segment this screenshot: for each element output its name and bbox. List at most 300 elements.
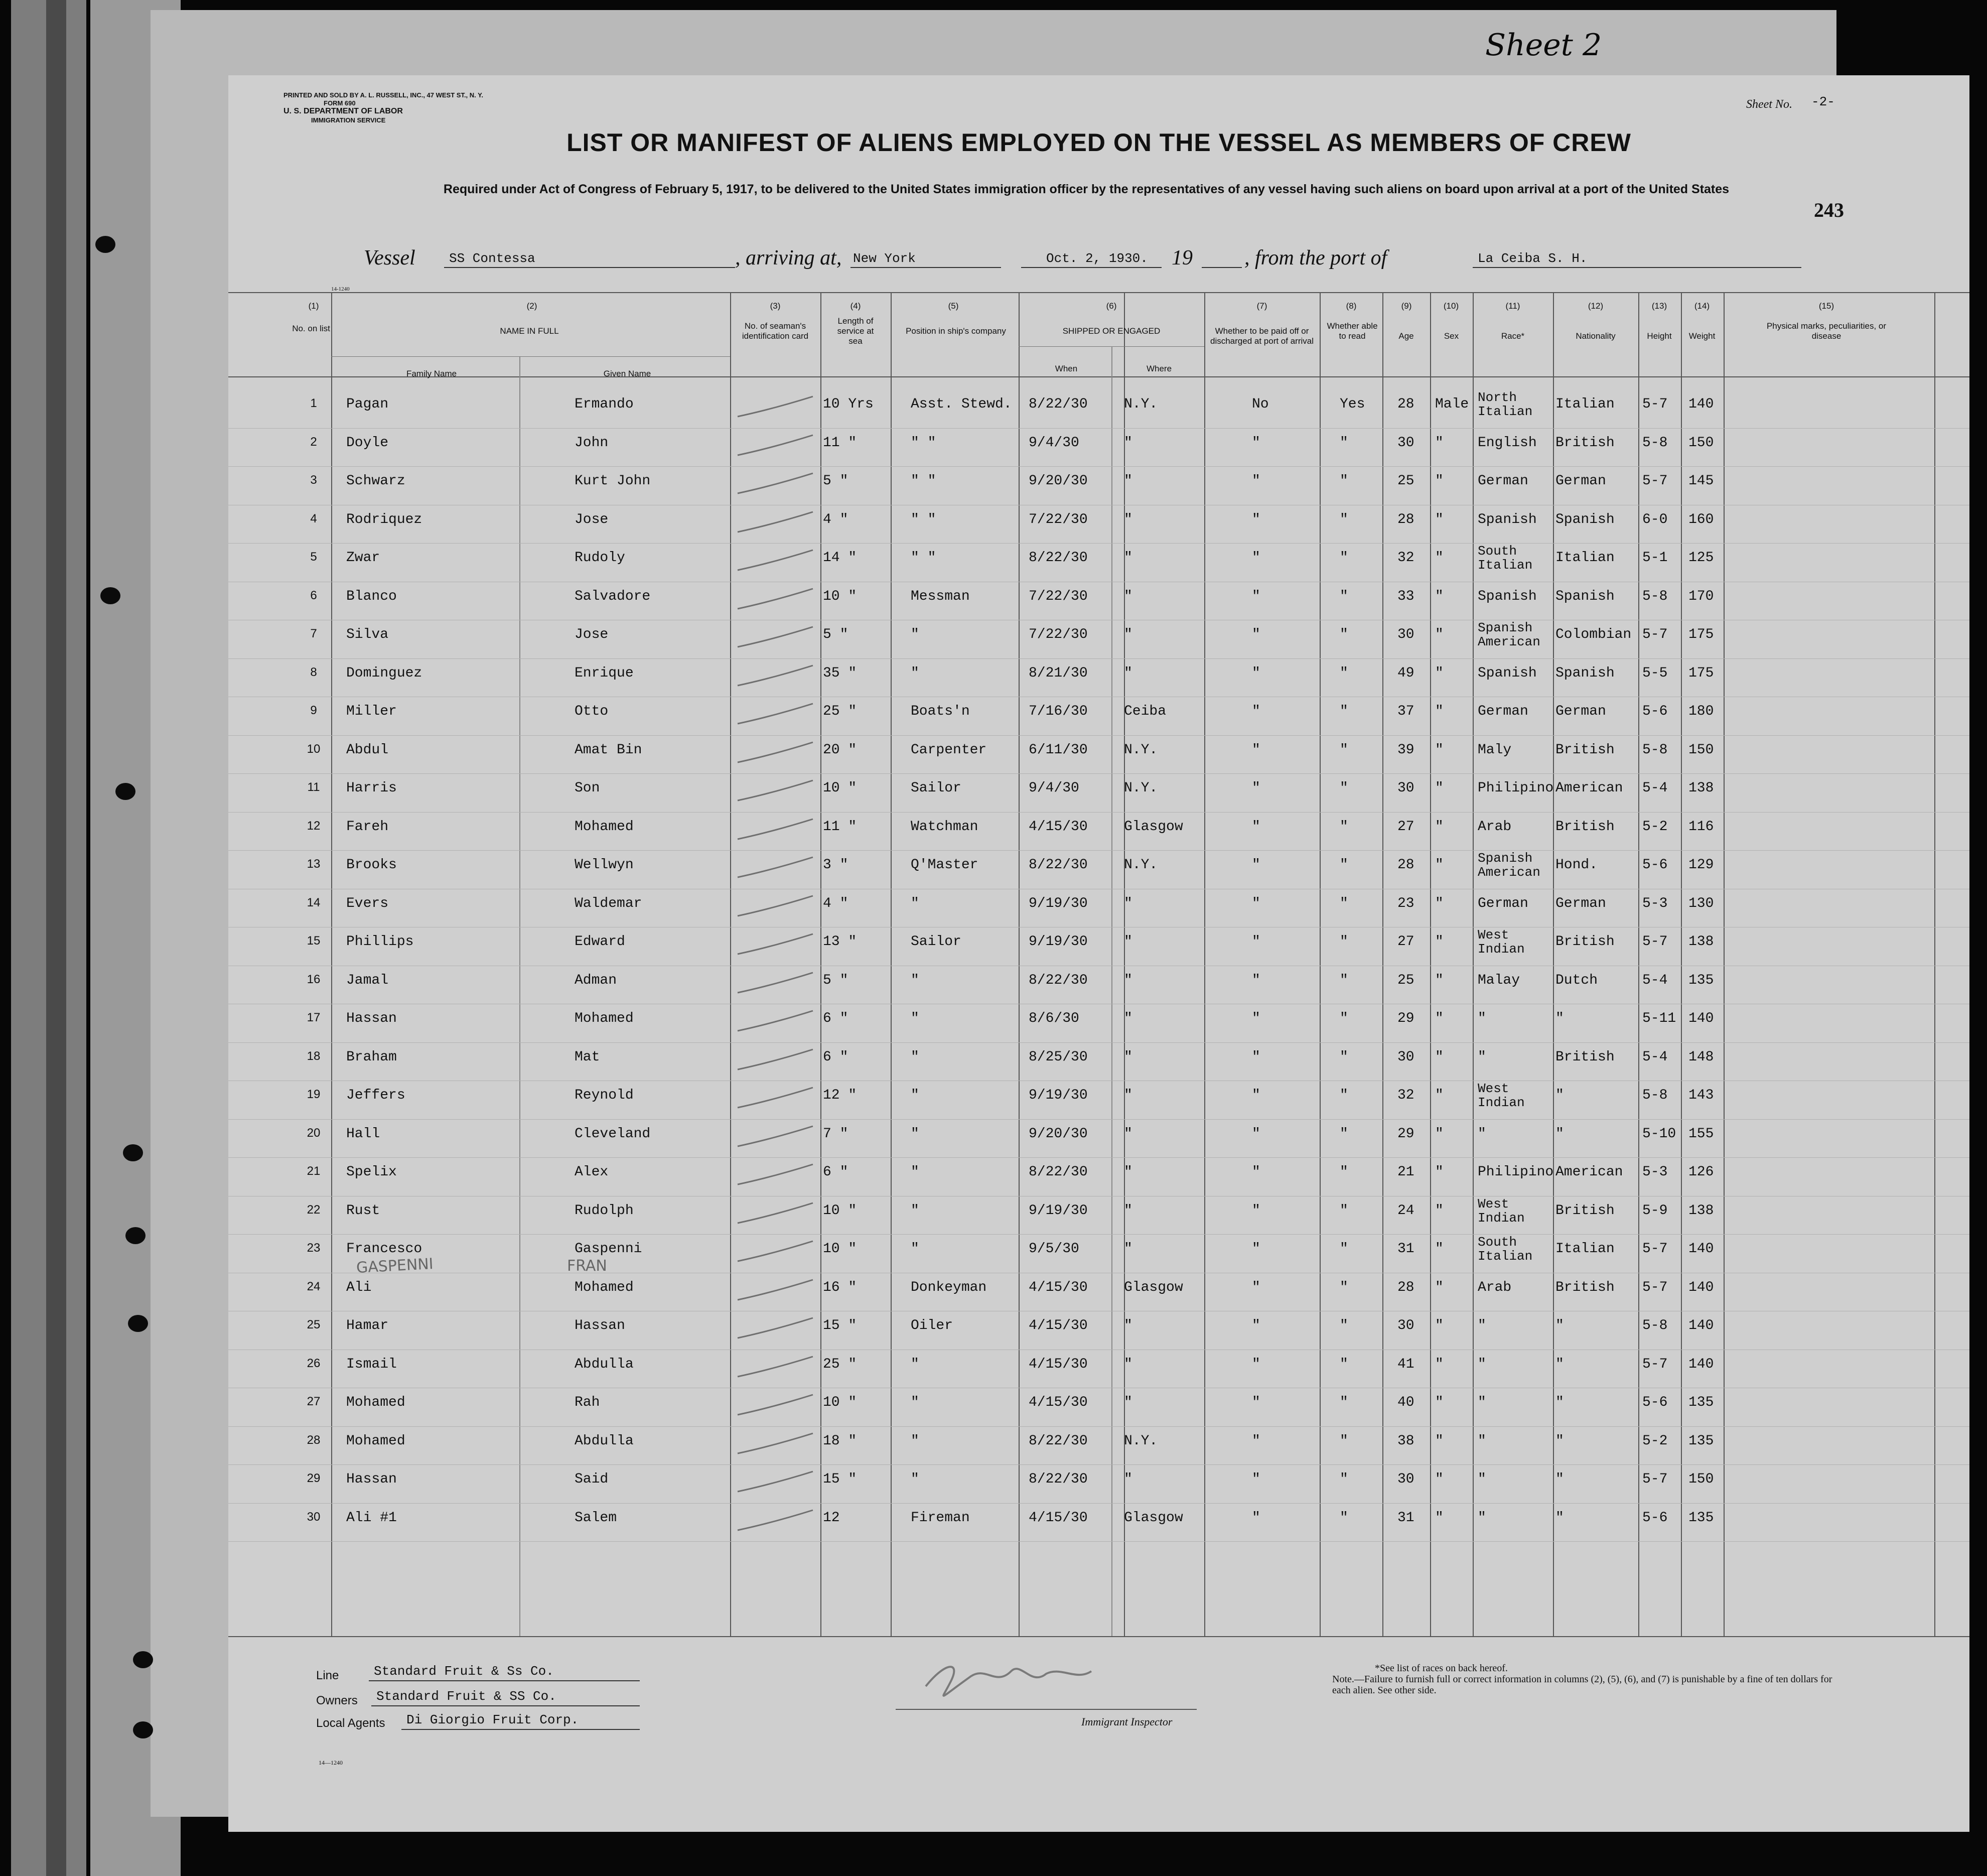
- cell-age: 32: [1397, 1088, 1414, 1103]
- cell-given-name: Mohamed: [575, 1279, 634, 1295]
- cell-weight: 140: [1688, 1356, 1714, 1372]
- cell-height: 5-4: [1642, 972, 1668, 988]
- local-agents-label: Local Agents: [316, 1716, 385, 1730]
- cell-row-number: 16: [307, 972, 321, 986]
- cell-able-to-read: ": [1340, 1088, 1348, 1103]
- cell-given-name: Hassan: [575, 1318, 625, 1333]
- cell-service-length: 20 ": [823, 742, 857, 758]
- cell-able-to-read: ": [1340, 550, 1348, 566]
- col2-header: NAME IN FULL: [500, 326, 559, 336]
- cell-sex: ": [1435, 1279, 1444, 1295]
- arrival-date: Oct. 2, 1930.: [1046, 251, 1148, 266]
- cell-shipped-where: ": [1124, 1318, 1132, 1333]
- cell-age: 25: [1397, 972, 1414, 988]
- cell-shipped-when: 9/19/30: [1029, 895, 1088, 911]
- cell-shipped-where: ": [1124, 1395, 1132, 1410]
- pencil-check-mark: [733, 778, 818, 808]
- cell-sex: ": [1435, 1202, 1444, 1219]
- cell-shipped-where: N.Y.: [1124, 396, 1158, 412]
- cell-weight: 135: [1688, 972, 1714, 988]
- cell-age: 24: [1397, 1202, 1414, 1219]
- page-stamp: 243: [1814, 199, 1844, 221]
- cell-paid-off: ": [1252, 1049, 1260, 1065]
- cell-given-name: Said: [575, 1471, 609, 1487]
- cell-position: Boats'n: [911, 704, 970, 719]
- cell-race: Philipino: [1478, 780, 1554, 796]
- cell-service-length: 13 ": [823, 934, 857, 950]
- cell-position: Carpenter: [911, 742, 987, 758]
- cell-weight: 138: [1688, 934, 1714, 950]
- punch-hole: [125, 1227, 146, 1244]
- cell-family-name: Jamal: [346, 972, 389, 988]
- cell-shipped-when: 9/4/30: [1029, 780, 1079, 796]
- cell-height: 5-7: [1642, 627, 1668, 642]
- cell-row-number: 2: [310, 435, 317, 449]
- cell-row-number: 6: [310, 588, 317, 602]
- pencil-check-mark: [733, 1047, 818, 1077]
- pencil-check-mark: [733, 509, 818, 540]
- pencil-check-mark: [733, 1124, 818, 1154]
- arriving-label: , arriving at,: [735, 246, 842, 270]
- cell-service-length: 15 ": [823, 1318, 857, 1333]
- cell-nationality: ": [1555, 1510, 1564, 1526]
- cell-race: Spanish American: [1478, 620, 1540, 649]
- cell-shipped-when: 8/22/30: [1029, 396, 1088, 412]
- cell-race: Philipino: [1478, 1164, 1554, 1180]
- cell-race: ": [1478, 1510, 1486, 1526]
- cell-able-to-read: Yes: [1340, 396, 1365, 412]
- cell-paid-off: ": [1252, 934, 1260, 950]
- cell-able-to-read: ": [1340, 1433, 1348, 1449]
- form-code-bottom: 14—1240: [319, 1759, 343, 1766]
- cell-nationality: British: [1555, 934, 1615, 950]
- pencil-check-mark: [733, 1508, 818, 1538]
- cell-paid-off: ": [1252, 780, 1260, 796]
- cell-paid-off: ": [1252, 1471, 1260, 1487]
- cell-height: 5-5: [1642, 665, 1668, 681]
- cell-race: ": [1478, 1011, 1486, 1026]
- cell-able-to-read: ": [1340, 934, 1348, 950]
- col9-number: (9): [1401, 301, 1412, 311]
- pencil-check-mark: [733, 1315, 818, 1346]
- cell-row-number: 22: [307, 1202, 321, 1217]
- cell-given-name: Jose: [575, 511, 609, 527]
- cell-given-name: Edward: [575, 934, 625, 950]
- cell-nationality: British: [1555, 435, 1615, 451]
- cell-height: 5-11: [1642, 1011, 1676, 1026]
- cell-paid-off: ": [1252, 665, 1260, 681]
- col4-number: (4): [850, 301, 861, 311]
- cell-age: 30: [1397, 435, 1414, 451]
- cell-position: ": [911, 1395, 919, 1410]
- year-label: 19: [1172, 246, 1193, 270]
- punch-hole: [95, 236, 115, 253]
- punch-hole: [128, 1315, 148, 1332]
- cell-shipped-where: ": [1124, 934, 1132, 950]
- cell-shipped-where: ": [1124, 895, 1132, 911]
- col2a-header: Family Name: [406, 369, 457, 378]
- col6-number: (6): [1106, 301, 1117, 311]
- cell-position: Q'Master: [911, 857, 978, 873]
- cell-race: South Italian: [1478, 544, 1533, 573]
- cell-shipped-when: 9/4/30: [1029, 435, 1079, 451]
- cell-paid-off: ": [1252, 1126, 1260, 1142]
- cell-paid-off: ": [1252, 1011, 1260, 1026]
- col15-header: Physical marks, peculiarities, or disease: [1766, 321, 1887, 341]
- col3-header: No. of seaman's identification card: [742, 321, 809, 341]
- cell-weight: 126: [1688, 1164, 1714, 1180]
- cell-weight: 140: [1688, 1318, 1714, 1333]
- cell-service-length: 5 ": [823, 972, 848, 988]
- cell-shipped-where: ": [1124, 1011, 1132, 1026]
- cell-age: 37: [1397, 704, 1414, 719]
- pencil-annotation-family: GASPENNI: [356, 1255, 434, 1277]
- cell-able-to-read: ": [1340, 1356, 1348, 1372]
- cell-paid-off: ": [1252, 1088, 1260, 1103]
- owners-value: Standard Fruit & SS Co.: [376, 1689, 556, 1704]
- cell-race: West Indian: [1478, 927, 1525, 957]
- cell-sex: ": [1435, 1395, 1444, 1410]
- cell-weight: 130: [1688, 895, 1714, 911]
- pencil-check-mark: [733, 1239, 818, 1269]
- cell-shipped-where: ": [1124, 972, 1132, 988]
- cell-given-name: Amat Bin: [575, 742, 642, 758]
- cell-weight: 180: [1688, 704, 1714, 719]
- cell-service-length: 6 ": [823, 1164, 848, 1180]
- cell-age: 28: [1397, 1279, 1414, 1295]
- cell-shipped-when: 8/25/30: [1029, 1049, 1088, 1065]
- cell-position: ": [911, 1011, 919, 1026]
- cell-race: Spanish: [1478, 588, 1537, 604]
- cell-weight: 140: [1688, 1279, 1714, 1295]
- pencil-check-mark: [733, 471, 818, 501]
- cell-family-name: Hassan: [346, 1471, 397, 1487]
- cell-row-number: 21: [307, 1164, 321, 1178]
- cell-race: Maly: [1478, 742, 1512, 758]
- cell-weight: 148: [1688, 1049, 1714, 1065]
- cell-row-number: 27: [307, 1395, 321, 1408]
- col2b-header: Given Name: [603, 369, 651, 378]
- cell-service-length: 10 Yrs: [823, 396, 874, 412]
- arriving-value: New York: [853, 251, 916, 266]
- cell-able-to-read: ": [1340, 665, 1348, 681]
- cell-family-name: Francesco: [346, 1241, 422, 1257]
- cell-service-length: 10 ": [823, 780, 857, 796]
- cell-shipped-when: 8/22/30: [1029, 972, 1088, 988]
- cell-nationality: Italian: [1555, 550, 1615, 566]
- cell-sex: ": [1435, 1049, 1444, 1065]
- cell-shipped-when: 8/22/30: [1029, 1164, 1088, 1180]
- cell-shipped-when: 8/22/30: [1029, 1433, 1088, 1449]
- cell-race: English: [1478, 435, 1537, 451]
- col6a-header: When: [1055, 364, 1078, 373]
- cell-paid-off: ": [1252, 1279, 1260, 1295]
- cell-shipped-when: 8/6/30: [1029, 1011, 1079, 1026]
- pencil-check-mark: [733, 1469, 818, 1499]
- cell-sex: ": [1435, 934, 1444, 950]
- pencil-check-mark: [733, 970, 818, 1000]
- pencil-check-mark: [733, 855, 818, 885]
- cell-paid-off: ": [1252, 627, 1260, 642]
- cell-able-to-read: ": [1340, 1126, 1348, 1142]
- cell-shipped-when: 7/22/30: [1029, 627, 1088, 642]
- cell-age: 30: [1397, 780, 1414, 796]
- manifest-document: [228, 75, 1969, 1832]
- cell-service-length: 6 ": [823, 1049, 848, 1065]
- cell-given-name: Adman: [575, 972, 617, 988]
- cell-position: ": [911, 1433, 919, 1449]
- cell-shipped-where: ": [1124, 550, 1132, 566]
- cell-shipped-where: ": [1124, 665, 1132, 681]
- cell-nationality: German: [1555, 704, 1606, 719]
- cell-weight: 150: [1688, 1471, 1714, 1487]
- col7-header: Whether to be paid off or discharged at port of arrival: [1210, 326, 1314, 346]
- cell-height: 5-3: [1642, 895, 1668, 911]
- cell-nationality: German: [1555, 895, 1606, 911]
- cell-service-length: 12: [823, 1510, 840, 1526]
- cell-given-name: Rudolph: [575, 1202, 634, 1219]
- cell-race: ": [1478, 1471, 1486, 1487]
- cell-age: 31: [1397, 1241, 1414, 1257]
- cell-sex: ": [1435, 780, 1444, 796]
- cell-able-to-read: ": [1340, 588, 1348, 604]
- col11-header: Race*: [1501, 331, 1525, 341]
- cell-sex: ": [1435, 1356, 1444, 1372]
- cell-age: 29: [1397, 1011, 1414, 1026]
- cell-age: 30: [1397, 627, 1414, 642]
- cell-weight: 140: [1688, 396, 1714, 412]
- cell-race: Arab: [1478, 1279, 1512, 1295]
- cell-height: 5-7: [1642, 1279, 1668, 1295]
- cell-service-length: 10 ": [823, 1202, 857, 1219]
- col8-number: (8): [1346, 301, 1357, 311]
- cell-height: 5-7: [1642, 1241, 1668, 1257]
- cell-given-name: Waldemar: [575, 895, 642, 911]
- cell-weight: 135: [1688, 1510, 1714, 1526]
- pencil-check-mark: [733, 817, 818, 847]
- cell-service-length: 10 ": [823, 588, 857, 604]
- cell-race: ": [1478, 1356, 1486, 1372]
- cell-sex: ": [1435, 1241, 1444, 1257]
- cell-position: " ": [911, 435, 936, 451]
- cell-weight: 160: [1688, 511, 1714, 527]
- col7-number: (7): [1256, 301, 1267, 311]
- cell-sex: ": [1435, 704, 1444, 719]
- cell-given-name: Son: [575, 780, 600, 796]
- cell-sex: ": [1435, 857, 1444, 873]
- cell-able-to-read: ": [1340, 895, 1348, 911]
- cell-weight: 175: [1688, 627, 1714, 642]
- cell-given-name: Salem: [575, 1510, 617, 1526]
- cell-paid-off: ": [1252, 1318, 1260, 1333]
- cell-given-name: Otto: [575, 704, 609, 719]
- cell-nationality: Spanish: [1555, 665, 1615, 681]
- cell-able-to-read: ": [1340, 1318, 1348, 1333]
- cell-service-length: 15 ": [823, 1471, 857, 1487]
- cell-position: ": [911, 1241, 919, 1257]
- cell-weight: 175: [1688, 665, 1714, 681]
- cell-shipped-when: 8/22/30: [1029, 1471, 1088, 1487]
- cell-weight: 116: [1688, 819, 1714, 835]
- cell-nationality: British: [1555, 1279, 1615, 1295]
- cell-row-number: 30: [307, 1510, 321, 1524]
- cell-family-name: Zwar: [346, 550, 380, 566]
- cell-height: 5-8: [1642, 435, 1668, 451]
- cell-row-number: 14: [307, 895, 321, 909]
- cell-sex: ": [1435, 1164, 1444, 1180]
- col10-number: (10): [1443, 301, 1459, 311]
- cell-nationality: ": [1555, 1433, 1564, 1449]
- cell-row-number: 3: [310, 473, 317, 487]
- cell-family-name: Schwarz: [346, 473, 405, 489]
- cell-shipped-where: Glasgow: [1124, 819, 1183, 835]
- cell-able-to-read: ": [1340, 627, 1348, 642]
- punch-hole: [115, 783, 135, 800]
- cell-paid-off: ": [1252, 857, 1260, 873]
- cell-given-name: Abdulla: [575, 1433, 634, 1449]
- cell-position: Messman: [911, 588, 970, 604]
- cell-nationality: German: [1555, 473, 1606, 489]
- cell-age: 30: [1397, 1318, 1414, 1333]
- cell-row-number: 7: [310, 627, 317, 640]
- cell-position: ": [911, 1049, 919, 1065]
- cell-age: 23: [1397, 895, 1414, 911]
- cell-race: ": [1478, 1049, 1486, 1065]
- pencil-check-mark: [733, 1200, 818, 1231]
- cell-weight: 145: [1688, 473, 1714, 489]
- cell-given-name: Salvadore: [575, 588, 651, 604]
- cell-age: 25: [1397, 473, 1414, 489]
- cell-shipped-when: 9/20/30: [1029, 473, 1088, 489]
- cell-shipped-where: ": [1124, 627, 1132, 642]
- cell-shipped-where: ": [1124, 1126, 1132, 1142]
- service-line: IMMIGRATION SERVICE: [311, 116, 386, 124]
- cell-race: West Indian: [1478, 1196, 1525, 1226]
- cell-row-number: 17: [307, 1011, 321, 1024]
- cell-sex: ": [1435, 972, 1444, 988]
- form-line: FORM 690: [324, 99, 356, 107]
- cell-row-number: 9: [310, 704, 317, 717]
- col6b-header: Where: [1146, 364, 1172, 373]
- cell-service-length: 4 ": [823, 511, 848, 527]
- cell-age: 30: [1397, 1049, 1414, 1065]
- cell-given-name: Reynold: [575, 1088, 634, 1103]
- cell-nationality: Spanish: [1555, 588, 1615, 604]
- cell-height: 5-6: [1642, 1510, 1668, 1526]
- col3-number: (3): [770, 301, 781, 311]
- cell-shipped-when: 7/22/30: [1029, 588, 1088, 604]
- cell-height: 5-8: [1642, 742, 1668, 758]
- vessel-value: SS Contessa: [449, 251, 535, 266]
- cell-able-to-read: ": [1340, 1049, 1348, 1065]
- cell-age: 21: [1397, 1164, 1414, 1180]
- cell-nationality: ": [1555, 1471, 1564, 1487]
- cell-shipped-when: 9/19/30: [1029, 1088, 1088, 1103]
- cell-able-to-read: ": [1340, 1241, 1348, 1257]
- cell-shipped-where: N.Y.: [1124, 742, 1158, 758]
- cell-age: 38: [1397, 1433, 1414, 1449]
- cell-shipped-where: ": [1124, 1049, 1132, 1065]
- cell-family-name: Brooks: [346, 857, 397, 873]
- cell-row-number: 18: [307, 1049, 321, 1063]
- cell-given-name: Jose: [575, 627, 609, 642]
- printer-line: PRINTED AND SOLD BY A. L. RUSSELL, INC., 47 WEST ST., N. Y.: [283, 91, 483, 99]
- cell-sex: ": [1435, 742, 1444, 758]
- cell-given-name: Abdulla: [575, 1356, 634, 1372]
- cell-sex: Male: [1435, 396, 1469, 412]
- cell-weight: 135: [1688, 1395, 1714, 1410]
- cell-given-name: Mohamed: [575, 819, 634, 835]
- cell-shipped-when: 4/15/30: [1029, 1395, 1088, 1410]
- cell-shipped-when: 6/11/30: [1029, 742, 1088, 758]
- cell-position: ": [911, 1202, 919, 1219]
- cell-height: 5-6: [1642, 857, 1668, 873]
- cell-position: ": [911, 1126, 919, 1142]
- pencil-check-mark: [733, 1277, 818, 1307]
- cell-given-name: Alex: [575, 1164, 609, 1180]
- cell-paid-off: ": [1252, 550, 1260, 566]
- pencil-check-mark: [733, 1008, 818, 1038]
- cell-shipped-where: Ceiba: [1124, 704, 1167, 719]
- cell-given-name: Ermando: [575, 396, 634, 412]
- cell-height: 5-7: [1642, 1356, 1668, 1372]
- cell-paid-off: ": [1252, 588, 1260, 604]
- col13-number: (13): [1651, 301, 1667, 311]
- cell-family-name: Miller: [346, 704, 397, 719]
- cell-height: 5-7: [1642, 934, 1668, 950]
- from-port-label: , from the port of: [1244, 246, 1387, 270]
- col4-header: Length of service at sea: [837, 316, 874, 346]
- cell-nationality: Dutch: [1555, 972, 1598, 988]
- cell-service-length: 18 ": [823, 1433, 857, 1449]
- cell-age: 33: [1397, 588, 1414, 604]
- pencil-check-mark: [733, 624, 818, 654]
- cell-sex: ": [1435, 435, 1444, 451]
- col13-header: Height: [1647, 331, 1672, 341]
- pencil-check-mark: [733, 701, 818, 731]
- cell-position: Sailor: [911, 780, 961, 796]
- cell-sex: ": [1435, 1471, 1444, 1487]
- col1-header: No. on list: [292, 324, 330, 333]
- col5-header: Position in ship's company: [906, 326, 1006, 336]
- cell-given-name: Enrique: [575, 665, 634, 681]
- cell-row-number: 15: [307, 934, 321, 948]
- cell-nationality: ": [1555, 1395, 1564, 1410]
- cell-weight: 140: [1688, 1011, 1714, 1026]
- cell-height: 5-2: [1642, 1433, 1668, 1449]
- cell-paid-off: ": [1252, 819, 1260, 835]
- cell-race: Malay: [1478, 972, 1520, 988]
- pencil-check-mark: [733, 1085, 818, 1115]
- cell-height: 5-8: [1642, 1318, 1668, 1333]
- cell-shipped-when: 9/19/30: [1029, 1202, 1088, 1219]
- cell-service-length: 6 ": [823, 1011, 848, 1026]
- cell-able-to-read: ": [1340, 1471, 1348, 1487]
- cell-sex: ": [1435, 1433, 1444, 1449]
- cell-service-length: 5 ": [823, 627, 848, 642]
- cell-sex: ": [1435, 1318, 1444, 1333]
- cell-service-length: 10 ": [823, 1241, 857, 1257]
- cell-able-to-read: ": [1340, 857, 1348, 873]
- cell-sex: ": [1435, 550, 1444, 566]
- cell-weight: 170: [1688, 588, 1714, 604]
- cell-row-number: 29: [307, 1471, 321, 1485]
- pencil-check-mark: [733, 548, 818, 578]
- cell-service-length: 11 ": [823, 819, 857, 835]
- cell-paid-off: ": [1252, 435, 1260, 451]
- vessel-label: Vessel: [364, 246, 415, 270]
- col6-header: SHIPPED OR ENGAGED: [1062, 326, 1161, 336]
